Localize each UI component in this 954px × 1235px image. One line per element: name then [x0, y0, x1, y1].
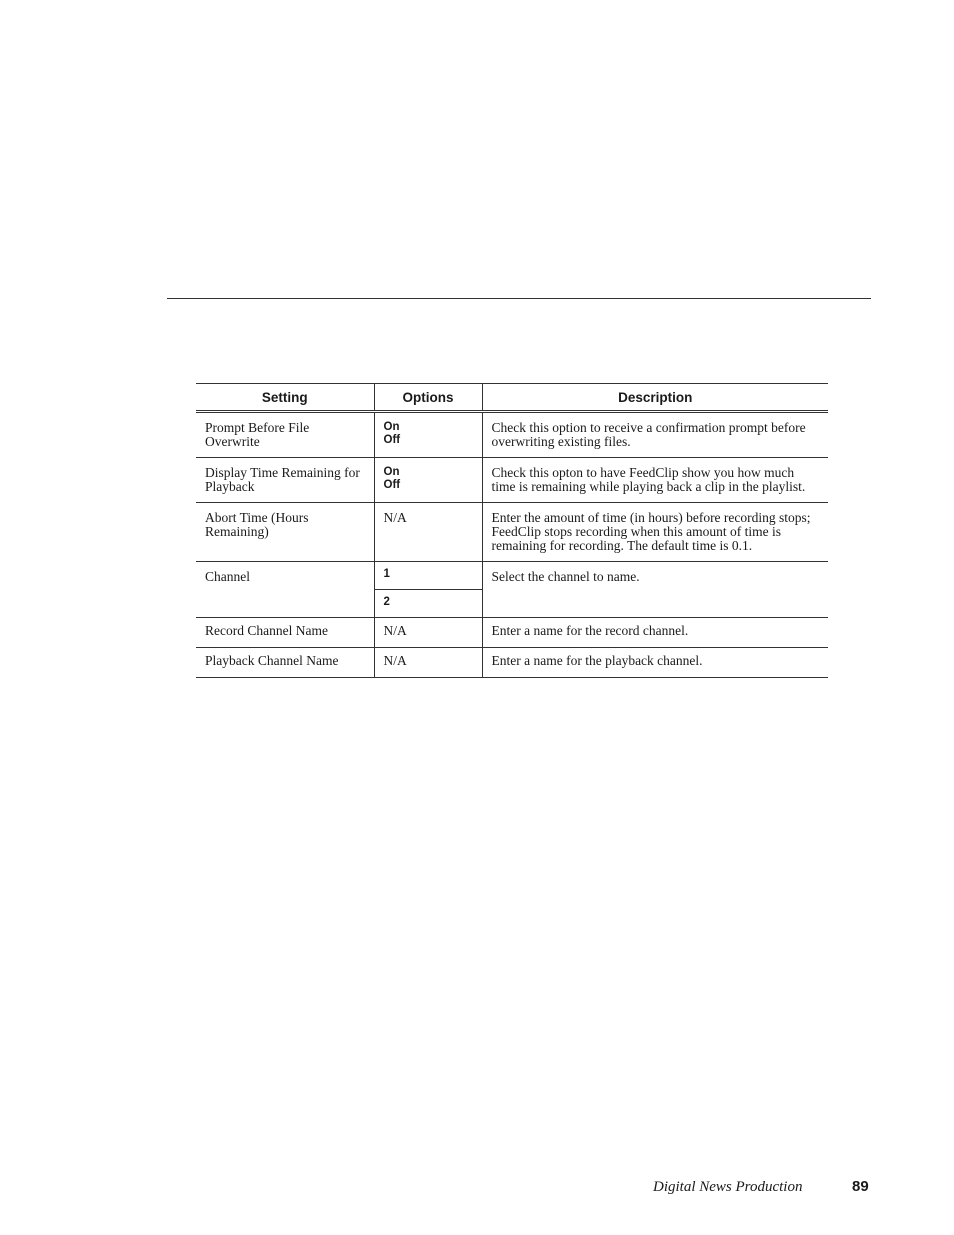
option-value: Off [383, 434, 401, 446]
table-row [196, 503, 828, 562]
footer-book-title: Digital News Production [653, 1179, 803, 1195]
setting-cell: Display Time Remaining for Playback [196, 458, 374, 503]
table-header-row [196, 384, 828, 412]
options-cell: N/A [374, 503, 482, 562]
description-cell: Select the channel to name. [482, 562, 828, 618]
option-value: On [383, 421, 400, 433]
table-row [196, 618, 828, 648]
options-cell: N/A [374, 648, 482, 678]
header-options: Options [374, 384, 482, 412]
table-row [196, 458, 828, 503]
header-setting: Setting [196, 384, 374, 412]
description-cell: Check this opton to have FeedClip show you how much time is remaining while playing back a clip in the playlist. [482, 458, 828, 503]
table-row [196, 562, 828, 590]
table-row [196, 648, 828, 678]
table-row [196, 412, 828, 458]
option-value: Off [383, 479, 401, 491]
setting-cell: Record Channel Name [196, 618, 374, 648]
options-cell: N/A [374, 618, 482, 648]
horizontal-rule [167, 298, 871, 299]
setting-cell: Prompt Before File Overwrite [196, 412, 374, 458]
page-number: 89 [852, 1178, 869, 1195]
settings-table [196, 383, 828, 678]
setting-cell: Abort Time (Hours Remaining) [196, 503, 374, 562]
options-cell [374, 412, 482, 458]
description-cell: Enter a name for the record channel. [482, 618, 828, 648]
header-description: Description [482, 384, 828, 412]
description-cell: Check this option to receive a confirmation prompt before overwriting existing files. [482, 412, 828, 458]
description-cell: Enter the amount of time (in hours) before recording stops; FeedClip stops recording when this amount of time is remaining for recording. The default time is 0.1. [482, 503, 828, 562]
option-value: 1 [374, 562, 482, 590]
option-value: 2 [374, 590, 482, 618]
options-cell [374, 458, 482, 503]
setting-cell: Channel [196, 562, 374, 618]
setting-cell: Playback Channel Name [196, 648, 374, 678]
description-cell: Enter a name for the playback channel. [482, 648, 828, 678]
option-value: On [383, 466, 400, 478]
